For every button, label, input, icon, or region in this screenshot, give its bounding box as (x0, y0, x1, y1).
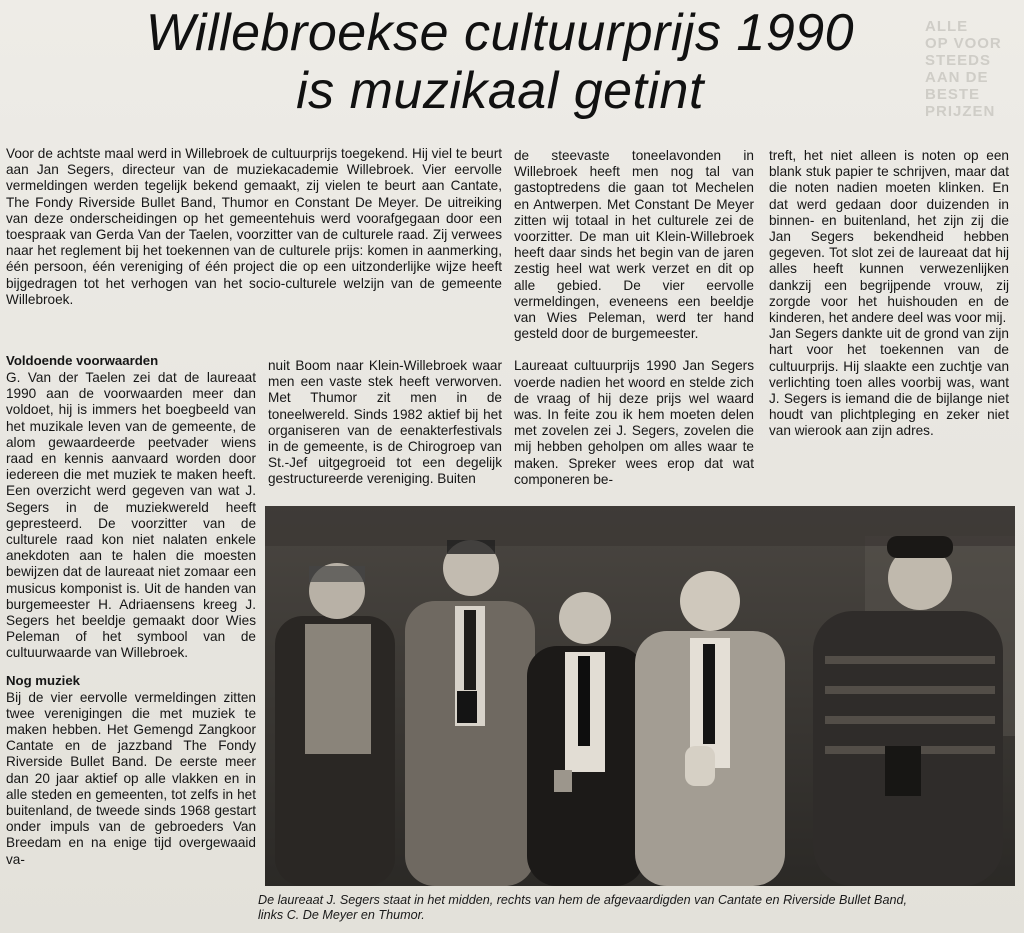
intro-paragraph (6, 146, 502, 308)
column-3 (514, 148, 754, 488)
group-photo (265, 506, 1015, 886)
subheading-voldoende: Voldoende voorwaarden (6, 353, 159, 368)
column-1-paragraph-2: Bij de vier eervolle vermeldingen zitten twee verenigingen die met muziek te maken hebben. Het Gemengd Zangkoor Cantate en de jazzband The Fondy Riverside Bullet Band. De eerste meer dan 20 jaar aktief op alle vlakken en in alle steden en gemeenten, tot zelfs in het buitenland, de tweede sinds 1968 gestart onder impuls van de gebroeders Van Breedam en na enige tijd overgewaaid va- (6, 689, 256, 867)
column-4-paragraph-1: treft, het niet alleen is noten op een blank stuk papier te schrijven, maar dat die noten nadien moeten klinken. En dat werd gedaan door duizenden in binnen- en buitenland, het zijn zij die Jan Segers bekendheid hebben gegeven. Tot slot zei de laureaat dat hij alles heeft kunnen verwezenlijken dankzij een begrijpende vrouw, zij zorgde voor het huishouden en de kinderen, het andere deel was voor mij. (769, 148, 1009, 326)
column-2-paragraph: nuit Boom naar Klein-Willebroek waar men een vaste stek heeft verworven. Met Thumor zit men in de toneelwereld. Sinds 1982 aktief bij het organiseren van de eenakterfestivals in de gemeente, is de Chirogroep van St.-Jef uitgegroeid tot een degelijk gestructureerde vereniging. Buiten (268, 358, 502, 487)
photo-illustration (265, 506, 1015, 886)
intro-text: Voor de achtste maal werd in Willebroek de cultuurprijs toegekend. Hij viel te beurt aan Jan Segers, directeur van de muziekacademie Willebroek. Vier eervolle vermeldingen werden tegelijk bekend gemaakt, zij vielen te beurt aan Cantate, The Fondy Riverside Bullet Band, Thumor en Constant De Meyer. De uitreiking van deze onderscheidingen op het gemeentehuis werd voorafgegaan door een toespraak van Gerda Van der Taelen, voorzitter van de culturele raad. Zij verwees naar het reglement bij het toekennen van de culturele prijs: komen in aanmerking, één persoon, één vereniging of één project die op een uitzonderlijke wijze heeft bijgedragen tot het verhogen van het socio-culturele welzijn van de gemeente Willebroek. (6, 146, 502, 307)
headline-line-1: Willebroekse cultuurprijs 1990 (145, 4, 855, 62)
column-2 (268, 358, 502, 488)
headline-line-2: is muzikaal getint (296, 62, 704, 120)
column-3-paragraph-1: de steevaste toneelavonden in Willebroek heeft men nog tal van gastoptredens die gaan tot Mechelen en Antwerpen. Met Constant De Meyer zitten wij totaal in het culturele zei de voorzitter. De man uit Klein-Willebroek heeft daar sinds het begin van de jaren zestig heel wat werk verzet en dit op alle gebied. De vier eervolle vermeldingen, eveneens een beeldje van Wies Peleman, werd ter hand gesteld door de burgemeester. (514, 148, 754, 342)
photo-caption (258, 893, 1024, 923)
column-4 (769, 148, 1009, 440)
caption-line-2: links C. De Meyer en Thumor. (258, 908, 425, 922)
headline (0, 4, 1000, 120)
column-1-paragraph-1: G. Van der Taelen zei dat de laureaat 1990 aan de voorwaarden meer dan voldoet, hij is immers het boegbeeld van het muzikale leven van de gemeente, de alom gewaardeerde peetvader wiens raad en kennis aanvaard worden door iedereen die met muziek te maken heeft. Een overzicht werd gegeven van wat J. Segers in de muziekwereld heeft gepresteerd. De voorzitter van de culturele raad kon niet nalaten enkele anekdoten aan te halen die moesten bewijzen dat de laureaat niet zomaar een musicus komponist is. Uit de handen van burgemeester H. Adriaensens kreeg J. Segers het beeldje gemaakt door Wies Peleman of het symbool van de cultuurwaarde van Willebroek. (6, 370, 256, 661)
column-1 (6, 352, 256, 868)
column-4-paragraph-2: Jan Segers dankte uit de grond van zijn hart voor het toekennen van de cultuurprijs. Hij slaakte een zuchtje van verlichting toen alles voorbij was, want J. Segers is iemand die de bijlange niet houdt van plichtpleging en zeker niet van wierook aan zijn adres. (769, 326, 1009, 439)
column-3-paragraph-2: Laureaat cultuurprijs 1990 Jan Segers voerde nadien het woord en stelde zich de vraag of hij deze prijs wel waard was. In feite zou ik hem moeten delen met zovelen zei J. Segers, zovelen die mij hebben geholpen om alles waar te maken. Spreker wees erop dat wat componeren be- (514, 358, 754, 487)
bleed-through-text: ALLE OP VOOR STEEDS AAN DE BESTE PRIJZEN (925, 18, 1002, 120)
subheading-nog-muziek: Nog muziek (6, 672, 81, 688)
caption-line-1: De laureaat J. Segers staat in het midden, rechts van hem de afgevaardigden van Cantate en Riverside Bullet Band, (258, 893, 907, 907)
